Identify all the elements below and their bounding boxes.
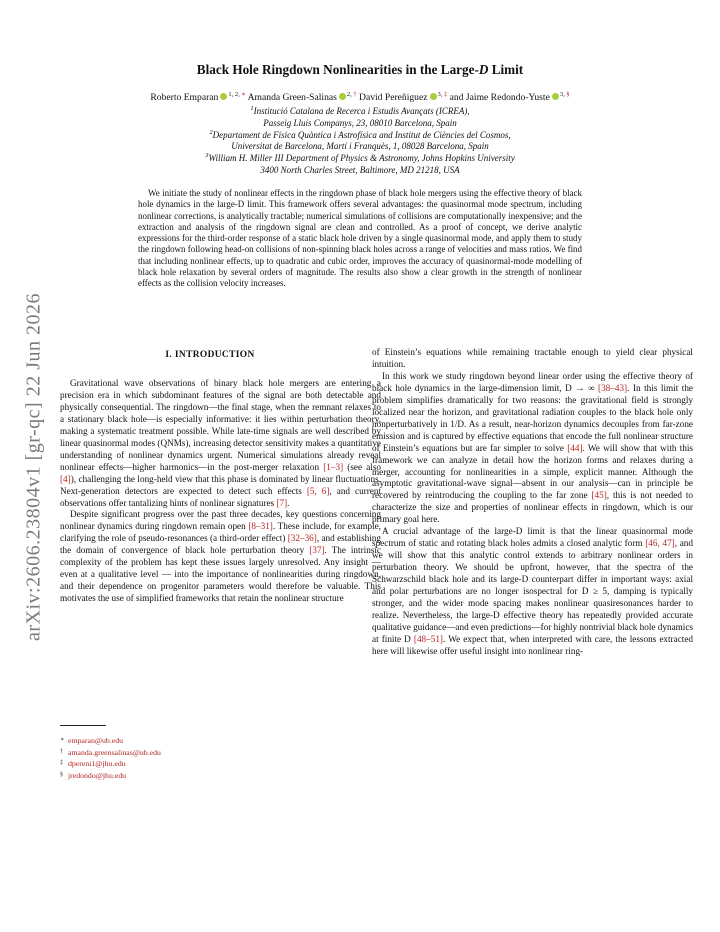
- author-name: Jaime Redondo-Yuste: [465, 92, 550, 103]
- text-run: of Einstein’s equations while remaining tractable enough to yield clear physical intuition.: [372, 347, 693, 369]
- footnote-email: amanda.greensalinas@ub.edu: [68, 747, 161, 757]
- citation: [4]: [60, 473, 71, 484]
- text-run: In this work we study ringdown beyond linear order using the effective theory of black hole dynamics in the large-dimension limit, D → ∞: [372, 370, 693, 393]
- text-run: (see also: [343, 461, 382, 472]
- footnote-mark: ∗: [60, 737, 65, 743]
- footnote-email: jredondo@jhu.edu: [68, 771, 127, 781]
- section-heading: I. INTRODUCTION: [165, 350, 255, 360]
- text-run: . We expect that, when interpreted with care, the lessons extracted here will likewise offer useful insight into nonlinear ring-: [372, 633, 693, 656]
- citation: [45]: [591, 490, 607, 501]
- orcid-icon: [430, 93, 437, 100]
- arxiv-identifier: [14, 262, 54, 672]
- text-run: . These include, for example, clarifying the role of pseudo-resonances (a third-order effect): [60, 521, 381, 544]
- author-name: Amanda Green-Salinas: [247, 92, 337, 103]
- citation: [38–43]: [598, 382, 628, 393]
- citation: [44]: [567, 442, 583, 453]
- paragraph: [60, 378, 381, 509]
- author-affil-marks: [560, 91, 570, 98]
- affiliation-line: [60, 118, 660, 130]
- author-separator: and: [447, 92, 466, 103]
- citation: [37]: [309, 545, 325, 556]
- footnote-email: emparan@ub.edu: [68, 736, 124, 745]
- paper-title: [60, 62, 660, 78]
- footnote-mark: §: [60, 772, 63, 779]
- title-prefix: Black Hole Ringdown Nonlinearities in the Large-: [196, 62, 479, 77]
- footnote-mark: †: [353, 91, 357, 98]
- text-run: , this is not needed to characterize the size and properties of nonlinear effects in ringdown, which is our primary goal here.: [372, 490, 693, 525]
- text-run: Gravitational wave observations of binary black hole mergers are entering a precision era in which subdominant features of the signal are both detectable and physically consequential. The ringdown—the final stage, when the remnant relaxes to a stationary black hole—is especially informative: it lies within perturbation theory, making a systematic treatment possible. While late-time signals are well described by linear quasinormal modes (QNMs), increasing detector sensitivity makes a quantitative understanding of nonlinear dynamics urgent. Numerical simulations already reveal nonlinear effects—higher harmonics—in the post-merger relaxation: [60, 378, 381, 472]
- footnote-mark: ‡: [60, 760, 63, 767]
- text-run: , and we will show that this analytic control extends to arbitrary nonlinear orders in perturbation theory. We should be upfront, however, that the spectra of the Schwarzschild black hole and its large-D counterpart differ in important ways: axial and polar perturbations are no longer isospectral for D ≥ 5, damping is typically stronger, and the wider mode spacing makes nonlinear quasiresonances harder to realize. Nevertheless, the large-D effective theory has repeatedly provided accurate qualitative guidance—and even predictions—for highly nontrivial black hole dynamics at finite D: [372, 538, 693, 644]
- orcid-icon: [552, 93, 559, 100]
- text-run: , and current observations offer tantalizing hints of nonlinear signatures: [60, 485, 382, 508]
- footnotes: [60, 735, 161, 782]
- footnote-mark: ∗: [241, 91, 246, 98]
- citation: [5, 6]: [306, 485, 330, 496]
- citation: [46, 47]: [645, 538, 675, 549]
- affil-mark: 2,: [346, 91, 354, 98]
- citation: [7]: [276, 497, 288, 508]
- affiliations: [60, 106, 660, 177]
- footnote-rule: [60, 725, 106, 726]
- footnote: [60, 758, 161, 770]
- text-run: ), challenging the long-held view that this phase is dominated by linear fluctuations. Next-generation detectors are expected to detect such effects: [60, 473, 381, 496]
- author-affil-marks: [438, 91, 448, 98]
- affiliation-text: 3400 North Charles Street, Baltimore, MD 21218, USA: [260, 164, 460, 175]
- affiliation-line: [60, 106, 660, 118]
- citation: [48–51]: [413, 633, 443, 644]
- abstract-text: We initiate the study of nonlinear effects in the ringdown phase of black hole mergers using the effective theory of black hole dynamics in the large-D limit. This framework offers several advantages: the quasinormal mode spectrum, including nonlinear corrections, is analytically tractable; numerical simulations of collisions are computationally inexpensive; and the extraction and analysis of the ringdown signal are clean and controlled. As a proof of concept, we derive analytic expressions for the third-order response of a static black hole driven by a single quasinormal mode, and apply them to study the ringdown following head-on collisions of non-spinning black holes across a range of velocities and mass ratios. We find that including nonlinear effects, up to quadratic and cubic order, improves the accuracy of quasinormal-mode modelling of black hole relaxation by several orders of magnitude. The results also show a clear growth in the strength of nonlinear effects as the collision velocity increases.: [138, 188, 582, 289]
- footnote-mark: §: [566, 91, 570, 98]
- paragraph: [372, 371, 693, 526]
- title-symbol: D: [478, 62, 489, 77]
- affiliation-mark: 3: [205, 152, 209, 160]
- paragraph: [372, 526, 693, 657]
- citation: [1–3]: [323, 461, 344, 472]
- affil-mark: 3,: [437, 91, 444, 98]
- left-column: [60, 378, 381, 605]
- footnote: [60, 735, 161, 747]
- affiliation-line: [60, 153, 660, 165]
- footnote: [60, 747, 161, 759]
- arxiv-identifier-text: arXiv:2606.23804v1 [gr-qc] 22 Jun 2026: [22, 293, 45, 641]
- text-run: .: [287, 497, 290, 508]
- author-affil-marks: [347, 91, 357, 98]
- text-run: . In this limit the problem simplifies dramatically for two reasons: the gravitational field is strongly localized near the horizon, and gravitational radiation couples to the black hole only nonperturbatively in 1/D. As a result, near-horizon dynamics decouples from far-zone emission and is captured by effective equations that encode the full nonlinear structure of Einstein’s equations but are far simpler to solve: [372, 382, 693, 453]
- citation: [32–36]: [287, 533, 317, 544]
- citation: [8–31]: [248, 521, 273, 532]
- footnote-mark: ‡: [444, 91, 448, 98]
- affiliation-text: Departament de Física Quàntica i Astrofísica and Institut de Ciències del Cosmos,: [212, 129, 511, 140]
- affiliation-line: [60, 130, 660, 142]
- affiliation-text: Universitat de Barcelona, Martí i Franquès, 1, 08028 Barcelona, Spain: [231, 141, 489, 152]
- orcid-icon: [339, 93, 346, 100]
- affiliation-text: William H. Miller III Department of Physics & Astronomy, Johns Hopkins University: [208, 153, 515, 164]
- author-name: Roberto Emparan: [150, 92, 219, 103]
- text-run: . The intrinsic complexity of the problem has kept these issues largely unresolved. Any insight — even at a qualitative level — into the importance of nonlinearities during ringdown, and their dependence on progenitor parameters would therefore be valuable. This motivates the use of simplified frameworks that retain the nonlinear structure: [60, 545, 381, 604]
- affiliation-line: [60, 141, 660, 153]
- text-run: , and establishing the domain of convergence of black hole perturbation theory: [60, 533, 381, 556]
- text-run: . We will show that with this framework we can analyze in detail how the horizon forms and relaxes during a merger, accounting for nonlinearities in a simple, explicit manner. Although the asymptotic gravitational-wave signal—absent in our analysis—can in principle be recovered by reintroducing the coupling to the far zone: [372, 442, 693, 501]
- abstract: [138, 188, 582, 290]
- affiliation-text: Passeig Lluis Companys, 23, 08010 Barcelona, Spain: [263, 117, 457, 128]
- affiliation-text: Institució Catalana de Recerca i Estudis Avançats (ICREA),: [253, 106, 470, 116]
- author-name: David Pereñiguez: [359, 92, 428, 103]
- right-column: [372, 347, 693, 658]
- footnote: [60, 770, 161, 782]
- author-affil-marks: [228, 91, 245, 98]
- affiliation-mark: 1: [250, 105, 254, 112]
- affiliation-line: [60, 165, 660, 177]
- text-run: Despite significant progress over the past three decades, key questions concerning nonlinear dynamics during ringdown remain open: [60, 509, 381, 532]
- footnote-email: dpereni1@jhu.edu: [68, 759, 126, 769]
- affil-mark: 1, 2,: [228, 91, 242, 98]
- affil-mark: 3,: [559, 91, 567, 98]
- paragraph: [372, 347, 693, 371]
- orcid-icon: [220, 93, 227, 100]
- text-run: A crucial advantage of the large-D limit is that the linear quasinormal mode spectrum of static and rotating black holes admits a closed analytic form: [372, 526, 693, 549]
- affiliation-mark: 2: [209, 128, 213, 136]
- paragraph: [60, 509, 381, 605]
- footnote-mark: †: [60, 748, 63, 755]
- title-suffix: Limit: [488, 62, 524, 77]
- author-list: [60, 92, 660, 103]
